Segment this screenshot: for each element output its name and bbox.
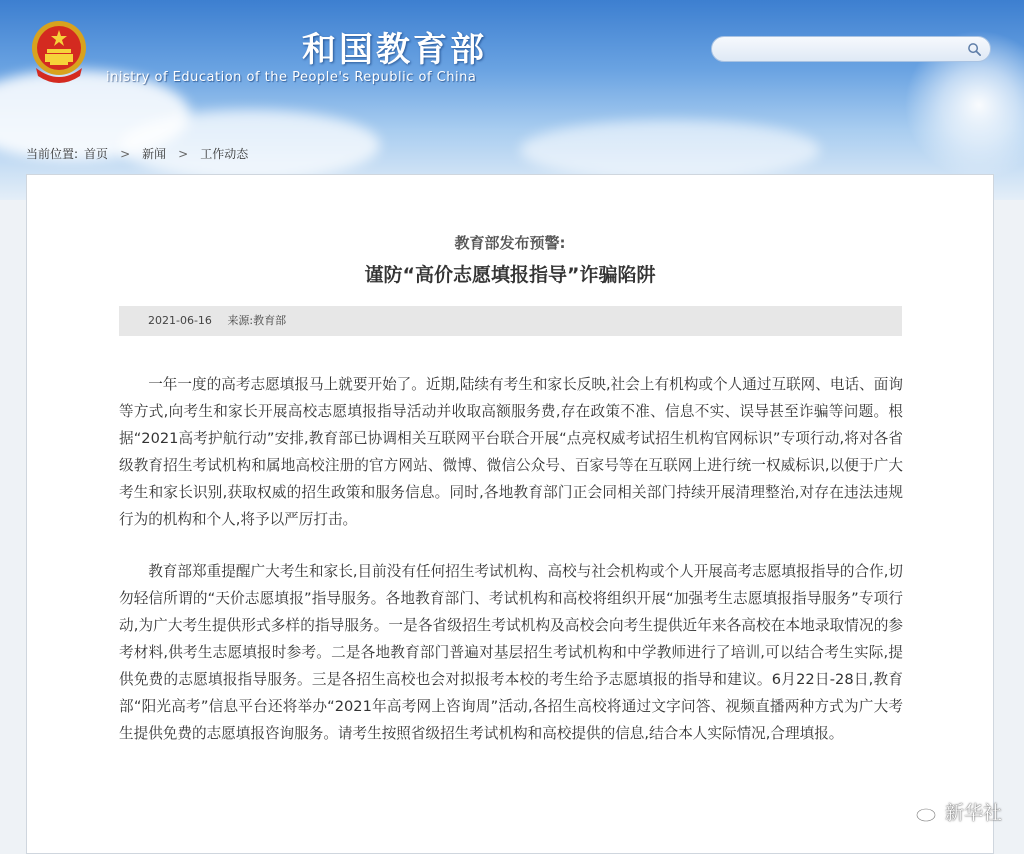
- site-name-english: inistry of Education of the People's Republic of China: [106, 70, 477, 85]
- article-paragraph: 一年一度的高考志愿填报马上就要开始了。近期,陆续有考生和家长反映,社会上有机构或个人通过互联网、电话、面询等方式,向考生和家长开展高校志愿填报指导活动并收取高额服务费,存在政策不准、信息不实、误导甚至诈骗等问题。根据“2021高考护航行动”安排,教育部已协调相关互联网平台联合开展“点亮权威考试招生机构官网标识”专项行动,将对各省级教育招生考试机构和属地高校注册的官方网站、微博、微信公众号、百家号等在互联网上进行统一权威标识,以便于广大考生和家长识别,获取权威的招生政策和服务信息。同时,各地教育部门正会同相关部门持续开展清理整治,对存在违法违规行为的机构和个人,将予以严厉打击。: [119, 376, 903, 528]
- chevron-right-icon: >: [178, 146, 189, 161]
- national-emblem-icon[interactable]: [28, 18, 90, 84]
- breadcrumb: [26, 145, 248, 162]
- weibo-icon: [915, 801, 941, 823]
- search-icon[interactable]: [967, 42, 982, 57]
- search-input[interactable]: [722, 40, 966, 60]
- search-box[interactable]: [711, 36, 991, 62]
- article-title: 谨防“高价志愿填报指导”诈骗陷阱: [364, 264, 656, 286]
- chevron-right-icon: >: [120, 146, 131, 161]
- breadcrumb-home[interactable]: 首页: [84, 147, 109, 161]
- breadcrumb-news[interactable]: 新闻: [142, 147, 167, 161]
- article-meta-bar: [119, 306, 902, 336]
- breadcrumb-prefix: 当前位置:: [26, 147, 79, 161]
- article-subtitle: 教育部发布预警:: [454, 234, 566, 252]
- watermark: [915, 798, 1002, 825]
- watermark-text: 新华社: [944, 802, 1002, 824]
- article-body: [119, 371, 903, 772]
- site-header: [0, 0, 1024, 200]
- article-date: 2021-06-16: [148, 314, 212, 327]
- site-name[interactable]: 和国教育部: [302, 30, 487, 70]
- breadcrumb-work-updates[interactable]: 工作动态: [200, 147, 249, 161]
- cloud-decoration: [520, 120, 820, 180]
- article-source: 来源:教育部: [227, 314, 287, 327]
- article-panel: [26, 174, 994, 854]
- article-paragraph: 教育部郑重提醒广大考生和家长,目前没有任何招生考试机构、高校与社会机构或个人开展高考志愿填报指导的合作,切勿轻信所谓的“天价志愿填报”指导服务。各地教育部门、考试机构和高校将组织开展“加强考生志愿填报指导服务”专项行动,为广大考生提供形式多样的指导服务。一是各省级招生考试机构及高校会向考生提供近年来各高校在本地录取情况的参考材料,供考生志愿填报时参考。二是各地教育部门普遍对基层招生考试机构和中学教师进行了培训,可以结合考生实际,提供免费的志愿填报指导服务。三是各招生高校也会对拟报考本校的考生给予志愿填报的指导和建议。6月22日-28日,教育部“阳光高考”信息平台还将举办“2021年高考网上咨询周”活动,各招生高校将通过文字问答、视频直播两种方式为广大考生提供免费的志愿填报咨询服务。请考生按照省级招生考试机构和高校提供的信息,结合本人实际情况,合理填报。: [119, 563, 903, 742]
